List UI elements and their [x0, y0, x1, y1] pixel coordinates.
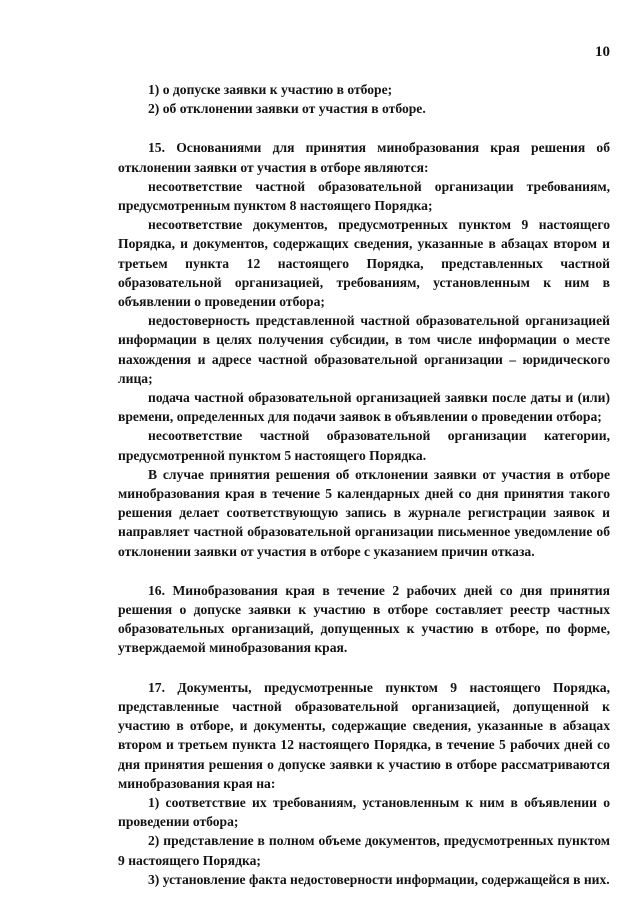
clause-17-item-1: 1) соответствие их требованиям, установленным к ним в объявлении о проведении отбора; [118, 794, 610, 830]
clause-15-ground-1: несоответствие частной образовательной организации требованиям, предусмотренным пунктом 8 настоящего Порядка; [118, 178, 610, 214]
clause-17-item-2: 2) представление в полном объеме документов, предусмотренных пунктом 9 настоящего Порядка; [118, 833, 610, 868]
clause-17-item-3: 3) установление факта недостоверности информации, содержащейся в них. [148, 871, 610, 887]
clause-15-heading: 15. Основаниями для принятия минобразования края решения об отклонении заявки от участия в отборе являются: [118, 140, 610, 175]
clause-17-heading: 17. Документы, предусмотренные пунктом 9 настоящего Порядка, представленные частной образовательной организацией, допущенной к участию в отборе, и документы, содержащие сведения, указанные в абзацах втором и третьем пункта 12 настоящего Порядка, в течение 5 рабочих дней со дня принятия решения о допуске заявки к участию в отборе рассматриваются минобразования края на: [118, 679, 610, 791]
clause-15-ground-3: недостоверность представленной частной образовательной организацией информации в целях получения субсидии, в том числе информации о месте нахождения и адресе частной образовательной организации – юридического лица; [118, 313, 610, 386]
clause-16: 16. Минобразования края в течение 2 рабочих дней со дня принятия решения о допуске заявки к участию в отборе составляет реестр частных образовательных организаций, допущенных к участию в отборе, по форме, утверждаемой минобразования края. [118, 582, 610, 656]
decision-option-2: 2) об отклонении заявки от участия в отборе. [148, 101, 426, 117]
document-body [118, 80, 610, 889]
clause-15-ground-4: подача частной образовательной организацией заявки после даты и (или) времени, определенных для подачи заявок в объявлении о проведении отбора; [118, 390, 610, 425]
decision-option-1: 1) о допуске заявки к участию в отборе; [148, 82, 393, 97]
clause-15-rejection-notice: В случае принятия решения об отклонении заявки от участия в отборе минобразования края в течение 5 календарных дней со дня принятия такого решения делает соответствующую запись в журнале регистрации заявок и направляет частной образовательной организации письменное уведомление об отклонении заявки от участия в отборе с указанием причин отказа. [118, 466, 610, 559]
page-number: 10 [595, 44, 610, 60]
clause-15-ground-5: несоответствие частной образовательной организации категории, предусмотренной пунктом 5 настоящего Порядка. [118, 428, 610, 463]
clause-15-ground-2: несоответствие документов, предусмотренных пунктом 9 настоящего Порядка, и документов, содержащих сведения, указанные в абзацах втором и третьем пункта 12 настоящего Порядка, представленных частной образовательной организацией, требованиям, установленным к ним в объявлении о проведении отбора; [118, 217, 610, 310]
